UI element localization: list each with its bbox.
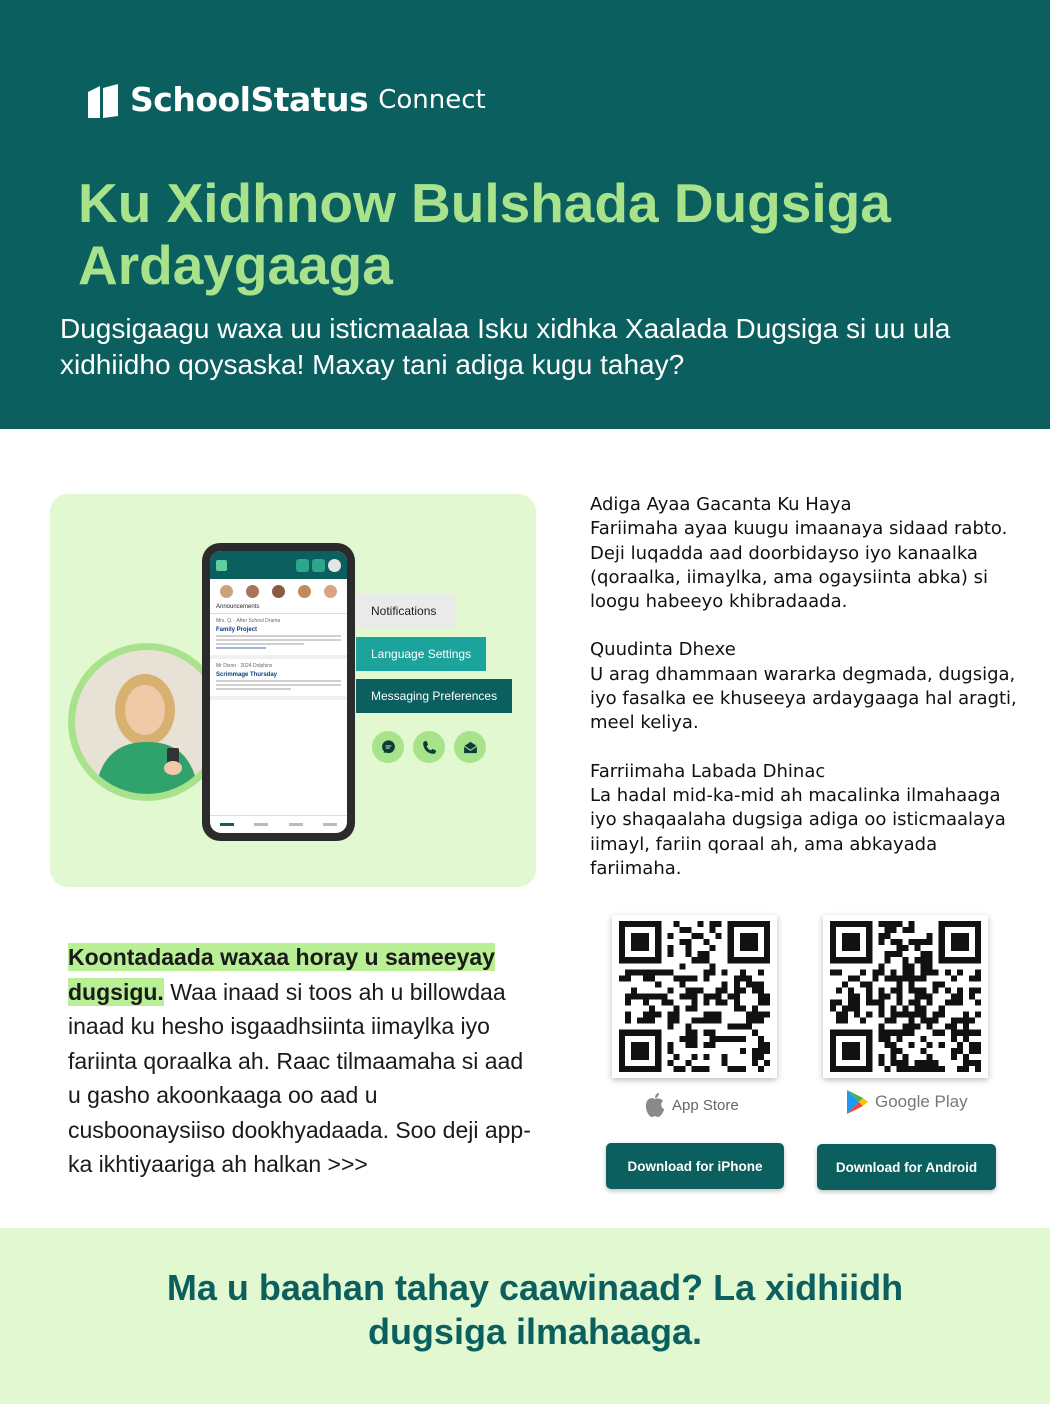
google-play-icon [845,1088,869,1116]
feature-title: Farriimaha Labada Dhinac [590,760,826,782]
app-store-label: App Store [672,1096,739,1114]
phone-screen: Announcements Mrs. Q. · After School Drama Family Project Mr Dixon · 2024 Dolphins Scrimmage Thursday [210,551,347,833]
feature-body: La hadal mid-ka-mid ah macalinka ilmahaaga iyo shaqaalaha dugsiga adiga oo isticmaalaya iimayl, fariin qoraal ah, ama abkayada fariimaha. [590,784,1006,879]
download-iphone-button[interactable]: Download for iPhone [606,1143,784,1189]
qr-code-android[interactable] [823,915,988,1078]
feature-central-feed [590,638,1020,735]
header-banner [0,0,1050,429]
page-subtitle: Dugsigaagu waxa uu isticmaalaa Isku xidhka Xaalada Dugsiga si uu ula xidhiidho qoysaska! Maxay tani adiga kugu tahay? [60,313,951,380]
phone-icon [413,731,445,763]
page-title: Ku Xidhnow Bulshada Dugsiga Ardaygaaga [78,172,891,296]
qr-code-iphone[interactable] [612,915,777,1078]
chat-icon [372,731,404,763]
download-android-button[interactable]: Download for Android [817,1144,996,1190]
google-play-badge[interactable] [845,1088,968,1116]
feature-title: Adiga Ayaa Gacanta Ku Haya [590,494,852,515]
account-text: Waa inaad si toos ah u billowdaa inaad ku hesho isgaadhsiinta iimaylka iyo fariinta qoraalka ah. Raac tilmaamaha si aad u gasho akoonkaaga oo aad u cusboonaysiiso dookhyadaada. Soo deji app-ka ikhtiyaariga ah halkan >>> [68,978,531,1177]
messaging-preferences-pill: Messaging Preferences [356,679,512,713]
account-info [68,940,538,1182]
features-list [590,493,1020,905]
feature-body: U arag dhammaan wararka degmada, dugsiga, iyo fasalka ee khuseeya ardaygaaga hal aragti, meel keliya. [590,663,1017,734]
google-play-label: Google Play [875,1092,968,1111]
logo [86,80,486,120]
feature-control [590,493,1020,614]
brand-name: SchoolStatus [130,80,369,119]
schoolstatus-logo-icon [86,82,120,120]
footer-help-text: Ma u baahan tahay caawinaad? La xidhiidh dugsiga ilmahaaga. [166,1267,904,1352]
product-name: Connect [378,85,486,115]
feature-two-way-messaging [590,760,1020,881]
email-icon [454,731,486,763]
apple-icon [644,1092,666,1118]
phone-mockup [202,543,355,841]
notifications-pill: Notifications [356,594,456,628]
app-store-badge[interactable] [644,1092,739,1118]
language-settings-pill: Language Settings [356,637,486,671]
account-highlight: Koontadaada waxaa horay u sameeyay dugsigu. [68,944,495,1005]
feature-body: Fariimaha ayaa kuugu imaanaya sidaad rabto. Deji luqadda aad doorbidayso iyo kanaalka (qoraalka, iimaylka, ama ogaysiinta abka) si loogu habeeyo khibradaada. [590,518,1008,613]
feature-title: Quudinta Dhexe [590,639,736,661]
